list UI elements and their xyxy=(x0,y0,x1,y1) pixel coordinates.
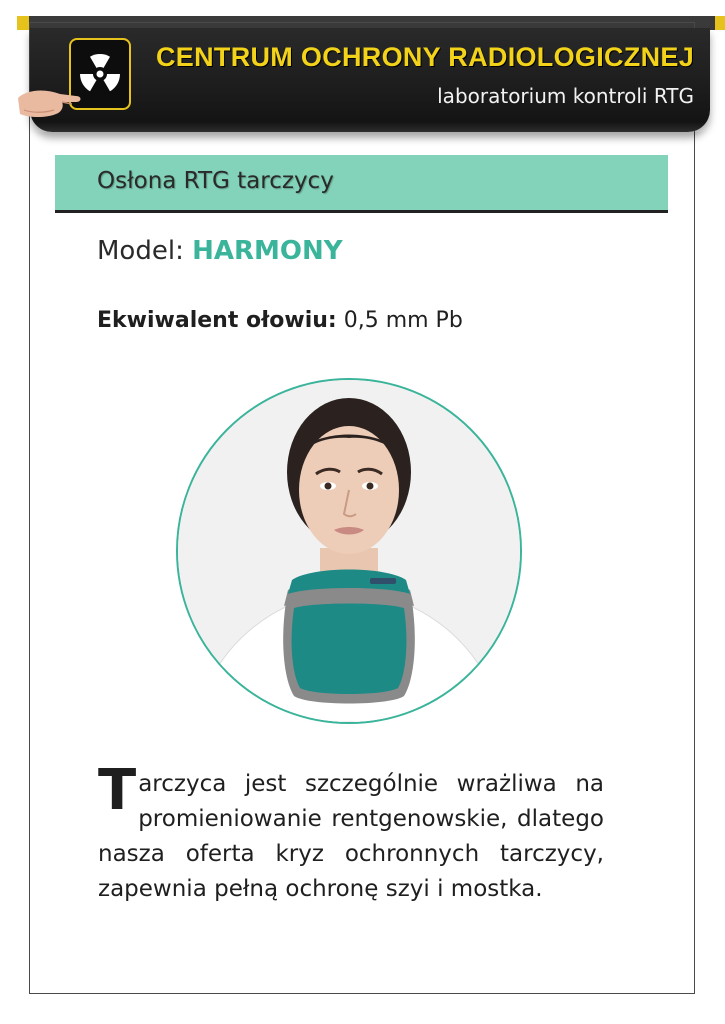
lead-equivalent-line xyxy=(97,308,463,333)
description-paragraph xyxy=(98,758,604,907)
description-dropcap: T xyxy=(98,758,137,823)
section-title-bar xyxy=(55,155,668,213)
top-strip-left-accent xyxy=(17,16,29,30)
description-text: arczyca jest szczególnie wrażliwa na promieniowanie rentgenowskie, dlatego nasza oferta kryz ochronnych tarczycy, zapewnia pełną ochronę szyi i mostka. xyxy=(98,771,604,902)
header-shine xyxy=(30,122,710,132)
header-banner xyxy=(30,28,710,132)
lead-equivalent-value: 0,5 mm Pb xyxy=(343,308,463,333)
product-photo xyxy=(176,378,522,724)
woman-wearing-thyroid-collar-image xyxy=(178,380,520,722)
header-subtitle: laboratorium kontroli RTG xyxy=(437,84,694,108)
pointing-hand-icon xyxy=(16,80,86,124)
section-title: Osłona RTG tarczycy xyxy=(97,168,334,194)
model-value: HARMONY xyxy=(192,236,343,266)
header-title: CENTRUM OCHRONY RADIOLOGICZNEJ xyxy=(156,42,695,72)
top-strip-right-accent xyxy=(715,16,725,30)
model-line xyxy=(97,236,343,266)
lead-equivalent-label: Ekwiwalent ołowiu: xyxy=(97,308,337,333)
model-label: Model: xyxy=(97,236,184,266)
